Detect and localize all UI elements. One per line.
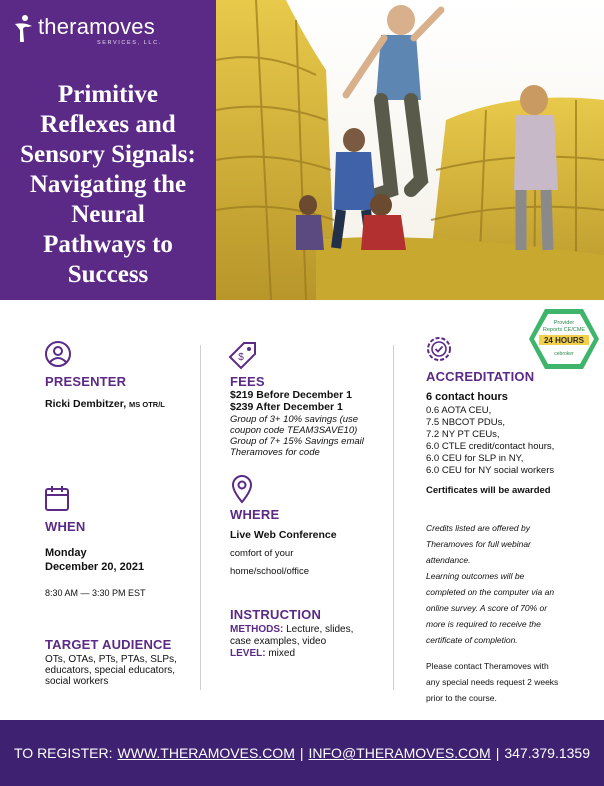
badge-line1: Provider bbox=[553, 320, 575, 326]
credits-note bbox=[426, 520, 531, 568]
column-divider bbox=[393, 345, 394, 690]
fees-price-late: $239 After December 1 bbox=[230, 401, 343, 413]
note-line: Theramoves for full webinar bbox=[426, 539, 531, 549]
accreditation-item: 0.6 AOTA CEU, bbox=[426, 405, 492, 416]
level-text: mixed bbox=[268, 648, 296, 659]
note-line: Credits listed are offered by bbox=[426, 523, 530, 533]
title-line: Navigating the bbox=[29, 171, 187, 198]
fees-note: Theramoves for code bbox=[230, 447, 320, 458]
fees-note: Group of 7+ 15% Savings email bbox=[230, 436, 364, 447]
presenter-credentials: MS OTR/L bbox=[129, 400, 165, 409]
bounce-house-illustration bbox=[216, 0, 604, 300]
audience-heading: TARGET AUDIENCE bbox=[45, 637, 172, 652]
register-footer bbox=[0, 720, 604, 786]
where-line: comfort of your bbox=[230, 548, 294, 559]
logo-mark-icon bbox=[12, 14, 34, 44]
accreditation-item: 7.2 NY PT CEUs, bbox=[426, 429, 500, 440]
title-line: Pathways to bbox=[43, 231, 173, 258]
note-line: any special needs request 2 weeks bbox=[426, 677, 559, 687]
register-label: TO REGISTER: bbox=[13, 745, 113, 761]
level-label: LEVEL: bbox=[230, 648, 266, 659]
note-line: more is required to receive the bbox=[426, 619, 541, 629]
methods-text: Lecture, slides, bbox=[286, 624, 354, 635]
ce-broker-badge bbox=[527, 307, 601, 371]
brand-subtitle: SERVICES, LLC. bbox=[97, 40, 162, 46]
when-date: December 20, 2021 bbox=[45, 561, 145, 573]
where-venue: Live Web Conference bbox=[230, 529, 337, 541]
calendar-icon bbox=[44, 484, 70, 512]
accreditation-heading: ACCREDITATION bbox=[426, 369, 535, 384]
award-seal-icon bbox=[426, 336, 452, 362]
fees-note: Group of 3+ 10% savings (use bbox=[230, 414, 359, 425]
event-title bbox=[4, 80, 212, 290]
instruction-level bbox=[230, 648, 295, 660]
fees-heading: FEES bbox=[230, 374, 265, 389]
title-line: Primitive bbox=[58, 81, 158, 108]
presenter-name-text: Ricki Dembitzer, bbox=[45, 398, 127, 410]
audience-line: social workers bbox=[45, 676, 109, 687]
note-line: certificate of completion. bbox=[426, 635, 518, 645]
note-line: online survey. A score of 70% or bbox=[426, 603, 548, 613]
methods-label: METHODS: bbox=[230, 624, 284, 635]
presenter-name bbox=[45, 398, 165, 411]
brand-name: theramoves bbox=[38, 14, 155, 39]
hero-panel bbox=[0, 0, 216, 300]
contact-note bbox=[426, 658, 558, 706]
presenter-heading: PRESENTER bbox=[45, 374, 127, 389]
email-link[interactable]: INFO@THERAMOVES.COM bbox=[308, 745, 491, 761]
column-divider bbox=[200, 345, 201, 690]
note-line: Learning outcomes will be bbox=[426, 571, 525, 581]
note-line: completed on the computer via an bbox=[426, 587, 555, 597]
person-icon bbox=[44, 340, 72, 368]
accreditation-item: 7.5 NBCOT PDUs, bbox=[426, 417, 506, 428]
location-pin-icon bbox=[231, 474, 253, 504]
certificates-note: Certificates will be awarded bbox=[426, 485, 551, 496]
footer-separator: | bbox=[495, 745, 500, 761]
when-time: 8:30 AM — 3:30 PM EST bbox=[45, 588, 146, 598]
title-line: Success bbox=[67, 261, 149, 288]
when-day: Monday bbox=[45, 547, 87, 559]
note-line: attendance. bbox=[426, 555, 471, 565]
instruction-methods bbox=[230, 624, 353, 636]
badge-line2: Reports CE/CME bbox=[542, 327, 586, 333]
note-line: prior to the course. bbox=[426, 693, 497, 703]
fees-note: coupon code TEAM3SAVE10) bbox=[230, 425, 358, 436]
audience-line: OTs, OTAs, PTs, PTAs, SLPs, bbox=[45, 654, 177, 665]
badge-hours: 24 HOURS bbox=[543, 336, 585, 345]
price-tag-icon bbox=[228, 340, 258, 370]
audience-line: educators, special educators, bbox=[45, 665, 176, 676]
accreditation-item: 6.0 CEU for SLP in NY, bbox=[426, 453, 524, 464]
when-heading: WHEN bbox=[45, 519, 86, 534]
title-line: Sensory Signals: bbox=[20, 141, 196, 168]
outcomes-note bbox=[426, 568, 554, 648]
title-line: Neural bbox=[71, 201, 145, 228]
instruction-methods-cont: case examples, video bbox=[230, 636, 327, 647]
website-link[interactable]: WWW.THERAMOVES.COM bbox=[117, 745, 295, 761]
badge-brand: cebroker bbox=[554, 351, 574, 357]
accreditation-hours: 6 contact hours bbox=[426, 391, 508, 403]
hero-photo bbox=[216, 0, 604, 300]
footer-separator: | bbox=[299, 745, 304, 761]
where-heading: WHERE bbox=[230, 507, 280, 522]
accreditation-item: 6.0 CTLE credit/contact hours, bbox=[426, 441, 555, 452]
logo bbox=[12, 10, 212, 50]
instruction-heading: INSTRUCTION bbox=[230, 607, 322, 622]
title-line: Reflexes and bbox=[40, 111, 176, 138]
phone-number[interactable]: 347.379.1359 bbox=[504, 745, 590, 761]
accreditation-item: 6.0 CEU for NY social workers bbox=[426, 465, 555, 476]
svg-text:$: $ bbox=[238, 352, 244, 363]
fees-price-early: $219 Before December 1 bbox=[230, 389, 352, 401]
where-line: home/school/office bbox=[230, 566, 310, 577]
note-line: Please contact Theramoves with bbox=[426, 661, 549, 671]
